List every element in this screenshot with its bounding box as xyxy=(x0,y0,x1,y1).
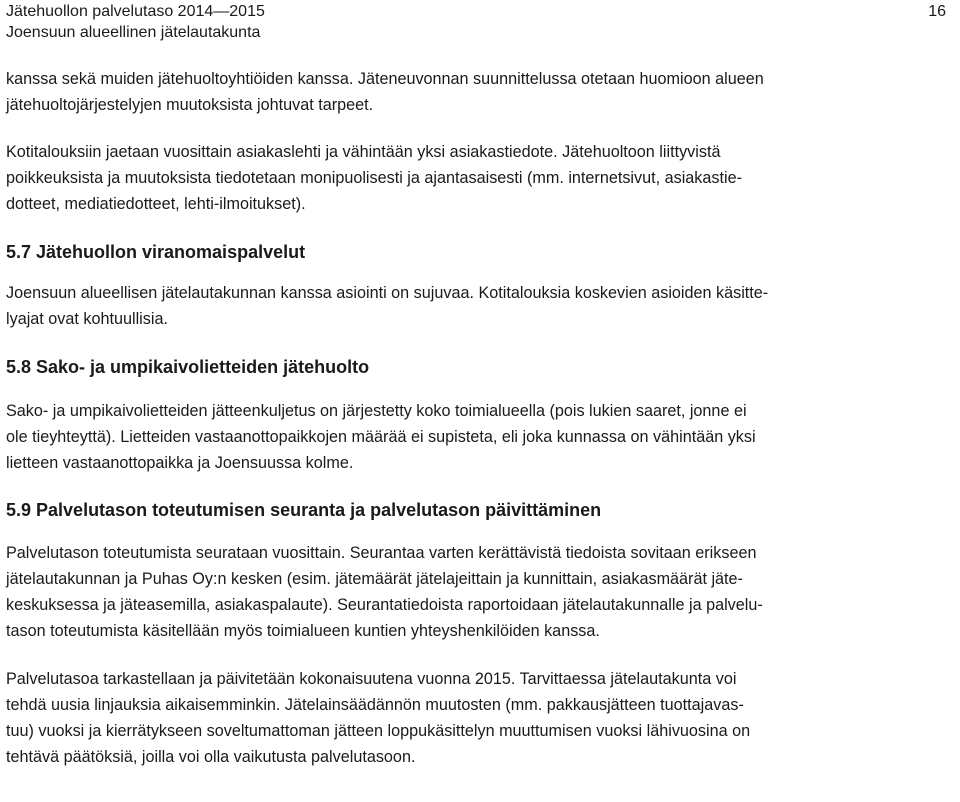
text-line: Joensuun alueellisen jätelautakunnan kanssa asiointi on sujuvaa. Kotitalouksia koskevien asioiden käsitte- xyxy=(6,284,769,302)
section-heading-5-8: 5.8 Sako- ja umpikaivolietteiden jätehuolto xyxy=(6,357,370,377)
text-line: kanssa sekä muiden jätehuoltoyhtiöiden kanssa. Jäteneuvonnan suunnittelussa otetaan huomioon alueen xyxy=(6,70,764,88)
text-line: dotteet, mediatiedotteet, lehti-ilmoitukset). xyxy=(6,195,306,213)
text-line: tason toteutumista käsitellään myös toimialueen kuntien yhteyshenkilöiden kanssa. xyxy=(6,622,600,640)
document-organization: Joensuun alueellinen jätelautakunta xyxy=(6,24,261,41)
text-line: lyajat ovat kohtuullisia. xyxy=(6,310,168,328)
text-line: Palvelutason toteutumista seurataan vuosittain. Seurantaa varten kerättävistä tiedoista sovitaan erikseen xyxy=(6,544,757,562)
text-line: keskuksessa ja jäteasemilla, asiakaspalaute). Seurantatiedoista raportoidaan jätelautakunnalle ja palvelu- xyxy=(6,596,763,614)
paragraph-seuranta xyxy=(6,540,956,644)
page-number: 16 xyxy=(928,3,946,20)
text-line: lietteen vastaanottopaikka ja Joensuussa kolme. xyxy=(6,454,354,472)
text-line: tehdä uusia linjauksia aikaisemminkin. Jätelainsäädännön muutosten (mm. pakkausjätteen tuottajavas- xyxy=(6,696,744,714)
text-line: Sako- ja umpikaivolietteiden jätteenkuljetus on järjestetty koko toimialueella (pois lukien saaret, jonne ei xyxy=(6,402,747,420)
text-line: Palvelutasoa tarkastellaan ja päivitetään kokonaisuutena vuonna 2015. Tarvittaessa jätelautakunta voi xyxy=(6,670,737,688)
text-line: tuu) vuoksi ja kierrätykseen soveltumattoman jätteen loppukäsittelyn muuttumisen vuoksi lähivuosina on xyxy=(6,722,751,740)
paragraph-jateneuvonta xyxy=(6,66,956,118)
section-heading-5-9: 5.9 Palvelutason toteutumisen seuranta ja palvelutason päivittäminen xyxy=(6,500,602,520)
text-line: poikkeuksista ja muutoksista tiedotetaan monipuolisesti ja ajantasaisesti (mm. internetsivut, asiakastie- xyxy=(6,169,742,187)
text-line: tehtävä päätöksiä, joilla voi olla vaikutusta palvelutasoon. xyxy=(6,748,416,766)
text-line: Kotitalouksiin jaetaan vuosittain asiakaslehti ja vähintään yksi asiakastiedote. Jätehuoltoon liittyvistä xyxy=(6,143,721,161)
section-heading-5-7: 5.7 Jätehuollon viranomaispalvelut xyxy=(6,242,306,262)
page-header xyxy=(0,0,960,52)
text-line: jätelautakunnan ja Puhas Oy:n kesken (esim. jätemäärät jätelajeittain ja kunnittain, asiakasmäärät jäte- xyxy=(6,570,743,588)
text-line: ole tieyhteyttä). Lietteiden vastaanottopaikkojen määrää ei supisteta, eli joka kunnassa on vähintään yksi xyxy=(6,428,756,446)
paragraph-tiedottaminen xyxy=(6,139,956,217)
text-line: jätehuoltojärjestelyjen muutoksista johtuvat tarpeet. xyxy=(6,96,374,114)
paragraph-viranomaispalvelut xyxy=(6,280,956,332)
page-body xyxy=(6,66,956,770)
document-title: Jätehuollon palvelutaso 2014—2015 xyxy=(6,3,265,20)
paragraph-paivittaminen xyxy=(6,666,956,770)
paragraph-lietteet xyxy=(6,398,956,476)
